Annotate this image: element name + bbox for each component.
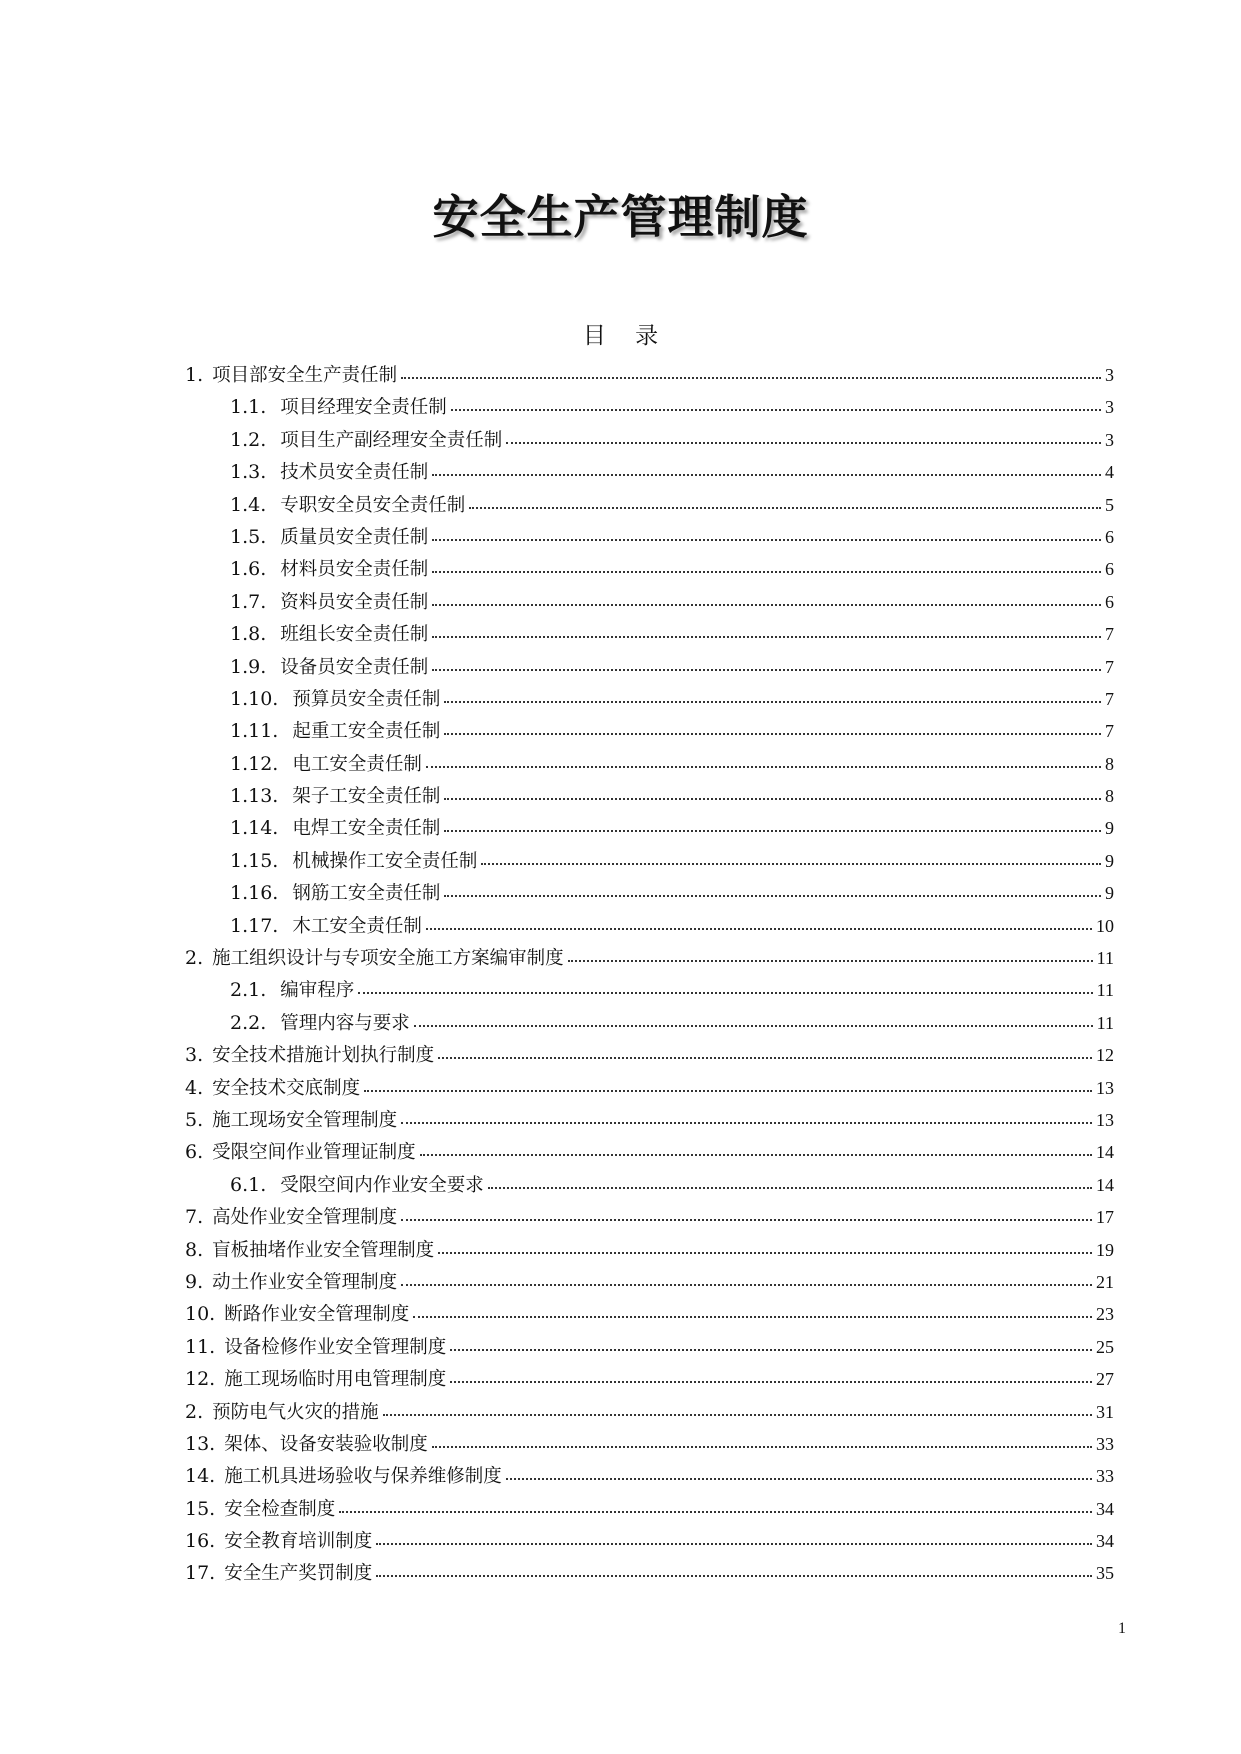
toc-entry[interactable] (185, 393, 1114, 425)
toc-entry-page: 31 (1096, 1401, 1114, 1422)
toc-entry-number: 12. (185, 1368, 216, 1391)
toc-dot-leader (413, 1315, 1092, 1318)
toc-entry[interactable] (185, 1430, 1114, 1462)
toc-entry[interactable] (185, 458, 1114, 490)
toc-entry[interactable] (185, 653, 1114, 685)
toc-entry-number: 11. (185, 1335, 216, 1358)
toc-entry-number: 1.17. (230, 914, 279, 937)
toc-entry[interactable] (185, 1138, 1114, 1170)
toc-entry-number: 2.2. (230, 1011, 267, 1034)
toc-entry-number: 9. (185, 1270, 204, 1293)
toc-entry-number: 1.9. (230, 655, 267, 678)
toc-dot-leader (432, 473, 1101, 476)
toc-entry-number: 15. (185, 1497, 216, 1520)
toc-dot-leader (420, 1153, 1092, 1156)
toc-entry[interactable] (185, 426, 1114, 458)
toc-dot-leader (364, 1089, 1092, 1092)
toc-entry-label: 电焊工安全责任制 (292, 818, 441, 840)
toc-dot-leader (401, 376, 1101, 379)
toc-entry-label: 编审程序 (280, 980, 355, 1002)
toc-entry-label: 受限空间内作业安全要求 (280, 1174, 484, 1196)
toc-dot-leader (444, 829, 1101, 832)
toc-entry-number: 8. (185, 1238, 204, 1261)
toc-entry-page: 6 (1105, 559, 1114, 580)
toc-entry[interactable] (185, 1009, 1114, 1041)
toc-entry[interactable] (185, 491, 1114, 523)
toc-entry[interactable] (185, 1527, 1114, 1559)
toc-dot-leader (376, 1574, 1092, 1577)
toc-entry-label: 设备检修作业安全管理制度 (224, 1336, 447, 1358)
toc-entry-label: 资料员安全责任制 (280, 591, 429, 613)
toc-entry[interactable] (185, 976, 1114, 1008)
toc-entry-label: 质量员安全责任制 (280, 526, 429, 548)
toc-entry-number: 1.1. (230, 396, 267, 419)
toc-entry-label: 预算员安全责任制 (292, 688, 441, 710)
toc-entry-page: 33 (1096, 1433, 1114, 1454)
toc-entry[interactable] (185, 1041, 1114, 1073)
toc-entry[interactable] (185, 1203, 1114, 1235)
toc-dot-leader (358, 991, 1092, 994)
toc-entry-label: 受限空间作业管理证制度 (212, 1142, 416, 1164)
toc-entry-page: 3 (1105, 365, 1114, 385)
toc-entry[interactable] (185, 1074, 1114, 1106)
toc-entry-label: 钢筋工安全责任制 (292, 883, 441, 905)
toc-dot-leader (444, 797, 1101, 800)
toc-entry-number: 1.2. (230, 428, 267, 451)
toc-entry-label: 设备员安全责任制 (280, 656, 429, 678)
toc-entry-number: 1. (185, 364, 204, 386)
toc-dot-leader (506, 1477, 1092, 1480)
toc-entry[interactable] (185, 847, 1114, 879)
toc-entry-page: 34 (1096, 1498, 1114, 1519)
toc-entry[interactable] (185, 717, 1114, 749)
toc-entry-number: 2.1. (230, 979, 267, 1002)
toc-dot-leader (339, 1510, 1092, 1513)
toc-entry-number: 6.1. (230, 1173, 267, 1196)
toc-entry[interactable] (185, 879, 1114, 911)
toc-entry-page: 6 (1105, 591, 1114, 612)
toc-dot-leader (451, 408, 1101, 411)
toc-entry[interactable] (185, 1300, 1114, 1332)
toc-entry-label: 项目生产副经理安全责任制 (280, 429, 503, 451)
toc-entry-number: 1.16. (230, 882, 279, 905)
toc-entry-label: 木工安全责任制 (292, 915, 422, 937)
toc-entry-page: 13 (1096, 1109, 1114, 1130)
toc-entry-label: 施工现场安全管理制度 (212, 1109, 398, 1131)
toc-entry-page: 9 (1105, 883, 1114, 904)
toc-dot-leader (568, 959, 1093, 962)
toc-heading-char: 目 (582, 323, 606, 349)
toc-entry-label: 技术员安全责任制 (280, 462, 429, 484)
toc-entry-page: 12 (1096, 1045, 1114, 1066)
toc-entry[interactable] (185, 750, 1114, 782)
toc-entry-number: 10. (185, 1303, 216, 1326)
toc-entry-label: 安全技术措施计划执行制度 (212, 1045, 435, 1067)
toc-entry-label: 项目部安全生产责任制 (212, 365, 398, 386)
toc-entry[interactable] (185, 1462, 1114, 1494)
toc-entry-page: 7 (1105, 721, 1114, 742)
toc-entry[interactable] (185, 1365, 1114, 1397)
toc-entry-page: 35 (1096, 1563, 1114, 1584)
toc-entry[interactable] (185, 1106, 1114, 1138)
toc-entry-label: 管理内容与要求 (280, 1012, 410, 1034)
toc-entry-label: 班组长安全责任制 (280, 624, 429, 646)
toc-entry-number: 14. (185, 1465, 216, 1488)
toc-entry-number: 1.5. (230, 525, 267, 548)
toc-heading (0, 317, 1241, 350)
toc-entry-number: 5. (185, 1108, 204, 1131)
toc-entry-number: 1.15. (230, 849, 279, 872)
toc-entry[interactable] (185, 361, 1114, 393)
toc-entry-page: 7 (1105, 624, 1114, 645)
toc-entry-label: 项目经理安全责任制 (280, 397, 447, 419)
toc-entry-page: 3 (1105, 429, 1114, 450)
toc-entry-label: 安全检查制度 (224, 1498, 336, 1520)
toc-entry-label: 安全教育培训制度 (224, 1531, 373, 1553)
toc-dot-leader (469, 506, 1101, 509)
toc-entry-number: 1.14. (230, 817, 279, 840)
toc-entry[interactable] (185, 620, 1114, 652)
toc-entry-number: 2. (185, 947, 204, 970)
toc-entry-label: 动土作业安全管理制度 (212, 1271, 398, 1293)
toc-dot-leader (450, 1348, 1092, 1351)
toc-entry-page: 9 (1105, 818, 1114, 839)
toc-entry[interactable] (185, 814, 1114, 846)
toc-dot-leader (401, 1283, 1092, 1286)
toc-entry[interactable] (185, 1495, 1114, 1527)
toc-entry-label: 盲板抽堵作业安全管理制度 (212, 1239, 435, 1261)
toc-entry-label: 施工现场临时用电管理制度 (224, 1369, 447, 1391)
toc-entry-page: 4 (1105, 462, 1114, 483)
toc-entry[interactable] (185, 555, 1114, 587)
toc-entry[interactable] (185, 782, 1114, 814)
table-of-contents (185, 361, 1114, 1592)
toc-entry-label: 施工组织设计与专项安全施工方案编审制度 (212, 948, 564, 970)
toc-dot-leader (432, 570, 1101, 573)
toc-entry-number: 1.8. (230, 623, 267, 646)
toc-entry-page: 9 (1105, 850, 1114, 871)
toc-dot-leader (401, 1218, 1092, 1221)
toc-dot-leader (444, 732, 1101, 735)
toc-entry-label: 电工安全责任制 (292, 753, 422, 775)
toc-entry-page: 34 (1096, 1531, 1114, 1552)
toc-entry-page: 5 (1105, 494, 1114, 515)
toc-dot-leader (376, 1542, 1092, 1545)
toc-entry-page: 21 (1096, 1271, 1114, 1292)
toc-entry[interactable] (185, 944, 1114, 976)
toc-entry-number: 1.3. (230, 461, 267, 484)
toc-entry-page: 25 (1096, 1336, 1114, 1357)
toc-dot-leader (432, 668, 1101, 671)
toc-entry-label: 专职安全员安全责任制 (280, 494, 466, 516)
toc-entry-page: 17 (1096, 1207, 1114, 1228)
toc-entry-label: 断路作业安全管理制度 (224, 1304, 410, 1326)
toc-entry-page: 14 (1096, 1142, 1114, 1163)
toc-dot-leader (414, 1024, 1093, 1027)
toc-entry-page: 33 (1096, 1466, 1114, 1487)
toc-entry-label: 预防电气火灾的措施 (212, 1401, 379, 1423)
toc-entry[interactable] (185, 685, 1114, 717)
toc-entry-number: 16. (185, 1530, 216, 1553)
toc-entry-number: 1.13. (230, 785, 279, 808)
toc-dot-leader (426, 765, 1101, 768)
toc-entry-label: 材料员安全责任制 (280, 559, 429, 581)
toc-entry-page: 11 (1096, 980, 1114, 1001)
toc-entry-page: 7 (1105, 656, 1114, 677)
toc-entry-page: 8 (1105, 753, 1114, 774)
toc-dot-leader (450, 1380, 1092, 1383)
toc-entry[interactable] (185, 1333, 1114, 1365)
toc-dot-leader (432, 635, 1101, 638)
toc-entry-label: 安全技术交底制度 (212, 1077, 361, 1099)
toc-entry-page: 6 (1105, 526, 1114, 547)
toc-entry-number: 1.7. (230, 590, 267, 613)
toc-dot-leader (432, 1445, 1092, 1448)
toc-dot-leader (506, 441, 1101, 444)
toc-entry-page: 27 (1096, 1369, 1114, 1390)
toc-entry[interactable] (185, 1268, 1114, 1300)
toc-entry-page: 10 (1096, 915, 1114, 936)
toc-entry[interactable] (185, 523, 1114, 555)
toc-dot-leader (432, 603, 1101, 606)
toc-entry-number: 4. (185, 1076, 204, 1099)
toc-entry-label: 架体、设备安装验收制度 (224, 1433, 428, 1455)
toc-dot-leader (426, 927, 1092, 930)
toc-entry[interactable] (185, 1171, 1114, 1203)
toc-dot-leader (481, 862, 1101, 865)
toc-entry-page: 3 (1105, 397, 1114, 418)
toc-dot-leader (383, 1413, 1092, 1416)
toc-entry-number: 1.10. (230, 687, 279, 710)
toc-entry-number: 17. (185, 1562, 216, 1585)
toc-entry[interactable] (185, 588, 1114, 620)
page-number: 1 (1118, 1620, 1126, 1637)
toc-entry-page: 11 (1096, 1012, 1114, 1033)
toc-dot-leader (401, 1121, 1092, 1124)
toc-entry-label: 起重工安全责任制 (292, 721, 441, 743)
toc-entry[interactable] (185, 1236, 1114, 1268)
toc-entry-number: 1.11. (230, 720, 279, 743)
toc-entry-number: 7. (185, 1206, 204, 1229)
toc-entry-label: 施工机具进场验收与保养维修制度 (224, 1466, 502, 1488)
toc-entry[interactable] (185, 912, 1114, 944)
toc-entry-number: 3. (185, 1044, 204, 1067)
toc-dot-leader (444, 894, 1101, 897)
toc-heading-char: 录 (635, 323, 659, 349)
toc-entry-page: 19 (1096, 1239, 1114, 1260)
toc-entry-number: 2. (185, 1400, 204, 1423)
toc-entry-page: 13 (1096, 1077, 1114, 1098)
toc-entry[interactable] (185, 1398, 1114, 1430)
toc-entry-number: 1.4. (230, 493, 267, 516)
toc-entry-page: 14 (1096, 1174, 1114, 1195)
toc-entry-label: 高处作业安全管理制度 (212, 1207, 398, 1229)
toc-entry-label: 安全生产奖罚制度 (224, 1563, 373, 1585)
toc-entry-number: 1.6. (230, 558, 267, 581)
toc-dot-leader (438, 1056, 1092, 1059)
toc-dot-leader (444, 700, 1101, 703)
toc-entry-label: 架子工安全责任制 (292, 786, 441, 808)
toc-dot-leader (488, 1186, 1092, 1189)
toc-entry-number: 1.12. (230, 752, 279, 775)
toc-dot-leader (432, 538, 1101, 541)
toc-entry-page: 11 (1096, 948, 1114, 969)
toc-entry-number: 13. (185, 1432, 216, 1455)
toc-entry[interactable] (185, 1559, 1114, 1591)
toc-entry-page: 23 (1096, 1304, 1114, 1325)
toc-entry-number: 6. (185, 1141, 204, 1164)
toc-entry-label: 机械操作工安全责任制 (292, 850, 478, 872)
toc-entry-page: 8 (1105, 786, 1114, 807)
document-title: 安全生产管理制度 (432, 189, 809, 244)
toc-dot-leader (438, 1251, 1092, 1254)
toc-entry-page: 7 (1105, 688, 1114, 709)
